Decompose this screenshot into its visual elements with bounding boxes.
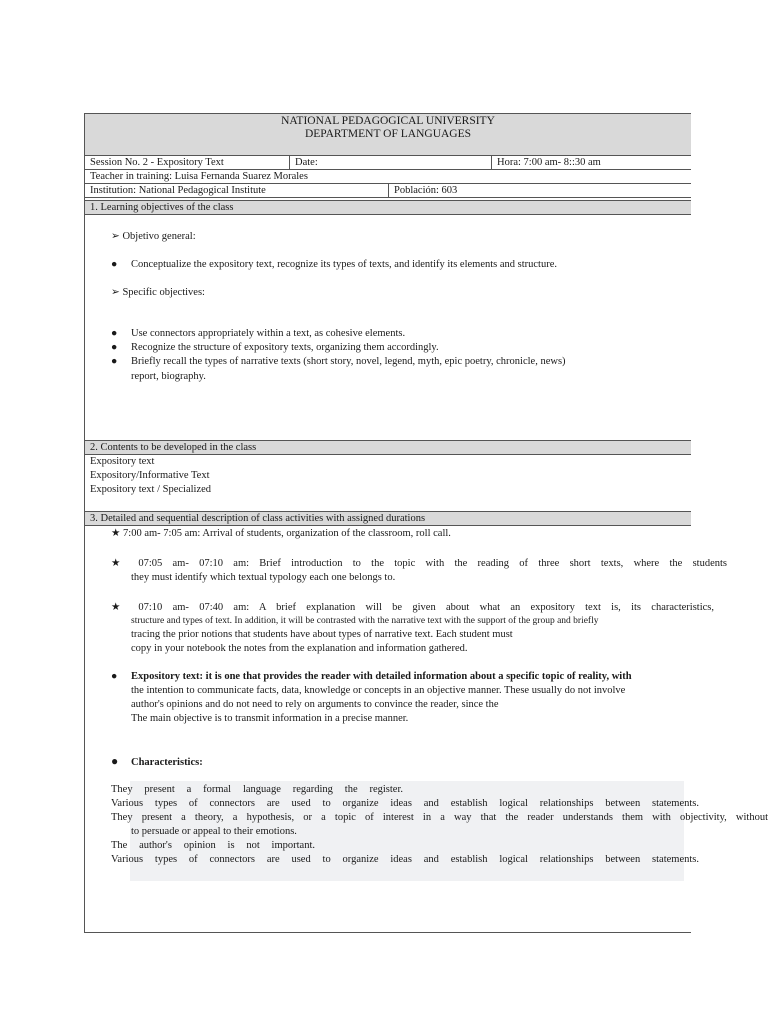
section2-header bbox=[85, 440, 691, 455]
arrow-bullet-icon: ➢ bbox=[111, 231, 123, 242]
content-item: Expository text / Specialized bbox=[90, 484, 212, 495]
section1-title: 1. Learning objectives of the class bbox=[90, 202, 234, 213]
expository-definition: ● Expository text: it is one that provides the reader with detailed information about a specific topic of reality, with bbox=[111, 671, 632, 682]
activity-continuation: they must identify which textual typology each one belongs to. bbox=[131, 572, 396, 583]
content-item: Expository/Informative Text bbox=[90, 470, 210, 481]
arrow-bullet-icon: ➢ bbox=[111, 287, 123, 298]
session-row bbox=[85, 156, 691, 170]
bullet-icon: ● bbox=[111, 342, 118, 353]
specific-objective-continuation: report, biography. bbox=[131, 371, 206, 382]
bullet-icon: ● bbox=[111, 356, 118, 367]
section3-header bbox=[85, 511, 691, 526]
characteristic-line: to persuade or appeal to their emotions. bbox=[131, 826, 297, 837]
activity-continuation: copy in your notebook the notes from the explanation and information gathered. bbox=[131, 643, 468, 654]
general-objective-label: ➢ Objetivo general: bbox=[111, 231, 196, 242]
teacher-cell: Teacher in training: Luisa Fernanda Suarez Morales bbox=[90, 171, 308, 182]
definition-line: author's opinions and do not need to rely on arguments to convince the reader, since the bbox=[131, 699, 499, 710]
institution-cell: Institution: National Pedagogical Institute bbox=[90, 185, 266, 196]
hora-cell: Hora: 7:00 am- 8::30 am bbox=[491, 156, 691, 170]
activity-item: ★ 7:00 am- 7:05 am: Arrival of students, organization of the classroom, roll call. bbox=[111, 528, 451, 539]
bullet-icon: ● bbox=[111, 259, 118, 270]
characteristics-heading: ● Characteristics: bbox=[111, 754, 203, 768]
specific-objective-item: ● Recognize the structure of expository texts, organizing them accordingly. bbox=[111, 342, 439, 353]
specific-objectives-label: ➢ Specific objectives: bbox=[111, 287, 205, 298]
teacher-row bbox=[85, 170, 691, 184]
activity-continuation: tracing the prior notions that students have about types of narrative text. Each student must bbox=[131, 629, 513, 640]
activity-continuation: structure and types of text. In addition, it will be contrasted with the narrative text with the support of the group and briefly bbox=[131, 616, 599, 626]
bullet-icon: ● bbox=[111, 754, 119, 768]
characteristic-line: The author's opinion is not important. bbox=[111, 840, 315, 851]
star-bullet-icon: ★ bbox=[111, 528, 124, 539]
poblacion-cell: Población: 603 bbox=[388, 184, 691, 198]
specific-objective-item: ● Use connectors appropriately within a text, as cohesive elements. bbox=[111, 328, 406, 339]
definition-line: The main objective is to transmit information in a precise manner. bbox=[131, 713, 409, 724]
characteristic-line: They present a formal language regarding the register. bbox=[111, 784, 403, 795]
activity-item: ★ 07:10 am- 07:40 am: A brief explanation will be given about what an expository text is, its characteristics, bbox=[111, 602, 714, 613]
star-bullet-icon: ★ bbox=[111, 558, 139, 569]
characteristic-line: They present a theory, a hypothesis, or a topic of interest in a way that the reader understands them with objectivity, without bbox=[111, 812, 768, 823]
bullet-icon: ● bbox=[111, 671, 118, 682]
definition-line: the intention to communicate facts, data, knowledge or concepts in an objective manner. These usually do not involve bbox=[131, 685, 626, 696]
section2-title: 2. Contents to be developed in the class bbox=[90, 442, 257, 453]
bullet-icon: ● bbox=[111, 328, 118, 339]
characteristic-line: Various types of connectors are used to organize ideas and establish logical relationships between statements. bbox=[111, 854, 699, 865]
session-cell: Session No. 2 - Expository Text bbox=[90, 157, 224, 168]
specific-objective-item: ● Briefly recall the types of narrative texts (short story, novel, legend, myth, epic poetry, chronicle, news) bbox=[111, 356, 566, 367]
activity-item: ★ 07:05 am- 07:10 am: Brief introduction to the topic with the reading of three short texts, where the students bbox=[111, 558, 727, 569]
characteristic-line: Various types of connectors are used to organize ideas and establish logical relationships between statements. bbox=[111, 798, 699, 809]
document-header bbox=[85, 114, 691, 156]
star-bullet-icon: ★ bbox=[111, 602, 139, 613]
department-name: DEPARTMENT OF LANGUAGES bbox=[304, 128, 472, 140]
general-objective-item: ● Conceptualize the expository text, recognize its types of texts, and identify its elements and structure. bbox=[111, 259, 558, 270]
university-name: NATIONAL PEDAGOGICAL UNIVERSITY bbox=[281, 115, 495, 127]
content-item: Expository text bbox=[90, 456, 155, 467]
section1-header bbox=[85, 200, 691, 215]
institution-row bbox=[85, 184, 691, 198]
date-cell: Date: bbox=[289, 156, 491, 170]
section3-title: 3. Detailed and sequential description of class activities with assigned durations bbox=[90, 513, 426, 524]
